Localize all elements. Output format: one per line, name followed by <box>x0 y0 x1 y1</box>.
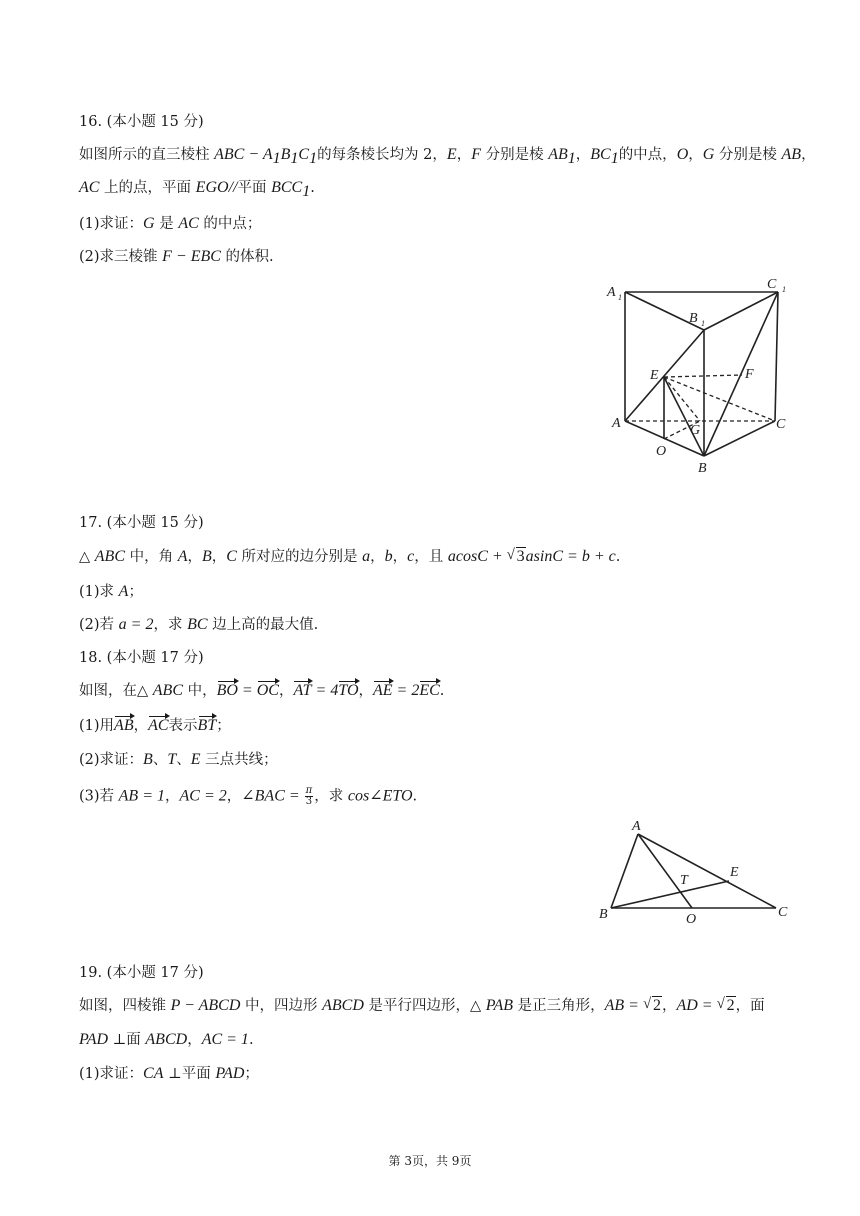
label-e: E <box>730 865 739 880</box>
label-c1-sub: 1 <box>782 285 786 294</box>
q17-part2: (2)若 a = 2，求 BC 边上高的最大值. <box>79 616 319 633</box>
q19-header: 19. (本小题 17 分) <box>79 965 204 981</box>
q18-part1: (1)用AB，AC表示BT； <box>79 717 231 734</box>
q17-text-line1: △ ABC 中，角 A，B，C 所对应的边分别是 a，b，c，且 acosC + √ 3asinC = b + c. <box>79 547 620 567</box>
edge-e-f <box>664 375 742 377</box>
q16-text-line1: 如图所示的直三棱柱 ABC − $A_1B_1C_1$的每条棱长均为 2，E，F 分别是棱 $AB_1$，$BC_1$的中点，O，G 分别是棱 AB， <box>79 146 816 167</box>
segment-a-o <box>638 834 692 908</box>
q19-text-line2: PAD ⊥面 ABCD，AC = 1. <box>79 1031 254 1048</box>
label-o: O <box>686 912 697 927</box>
label-c: C <box>776 417 786 432</box>
label-c: C <box>778 905 788 920</box>
q16-header: 16. (本小题 15 分) <box>79 114 204 130</box>
label-t: T <box>680 873 688 888</box>
q17-part1: (1)求 A； <box>79 583 143 600</box>
edge-b-c <box>704 421 775 456</box>
edge-e-g <box>664 377 700 421</box>
q19-part1: (1)求证：CA ⊥平面 PAD； <box>79 1065 259 1082</box>
q18-header: 18. (本小题 17 分) <box>79 650 204 666</box>
label-a: A <box>632 819 641 834</box>
label-b: B <box>599 907 608 922</box>
label-b: B <box>698 461 707 476</box>
triangle-figure <box>595 815 795 930</box>
segment-b-e <box>611 881 729 908</box>
edge-b1-c1 <box>704 292 778 330</box>
prism-figure <box>600 270 800 480</box>
q19-text-line1: 如图，四棱锥 P − ABCD 中，四边形 ABCD 是平行四边形，△ PAB 是正三角形，AB = √ 2，AD = √ 2，面 <box>79 996 765 1016</box>
label-a1: A <box>607 285 616 300</box>
label-a: A <box>612 416 621 431</box>
label-e: E <box>650 368 659 383</box>
label-a1-sub: 1 <box>618 293 622 302</box>
q17-header: 17. (本小题 15 分) <box>79 515 204 531</box>
side-a-b <box>611 834 638 908</box>
page-footer: 第 3页，共 9页 <box>388 1154 472 1168</box>
label-b1: B <box>689 311 698 326</box>
label-c1: C <box>767 277 777 292</box>
label-f: F <box>745 367 754 382</box>
q16-part1: (1)求证：G 是 AC 的中点； <box>79 215 262 232</box>
q18-part3: (3)若 AB = 1，AC = 2，∠BAC = $\frac{\pi}{3}$ ，求 cos∠ETO. <box>79 785 418 807</box>
edge-e-c <box>664 377 775 421</box>
label-g: G <box>690 423 701 438</box>
edge-b-c1 <box>704 292 778 456</box>
q16-part2: (2)求三棱锥 F − EBC 的体积. <box>79 248 274 265</box>
label-b1-sub: 1 <box>701 319 705 328</box>
edge-c-c1 <box>775 292 778 421</box>
label-o: O <box>656 444 667 459</box>
edge-e-b <box>664 377 704 456</box>
q18-text-line1: 如图，在△ ABC 中，BO = OC，AT = 4TO，AE = 2EC. <box>79 682 445 699</box>
q16-text-line2: AC 上的点，平面 EGO//平面 $BCC_1$. <box>79 179 315 200</box>
q18-part2: (2)求证：B、T、E 三点共线； <box>79 751 278 768</box>
